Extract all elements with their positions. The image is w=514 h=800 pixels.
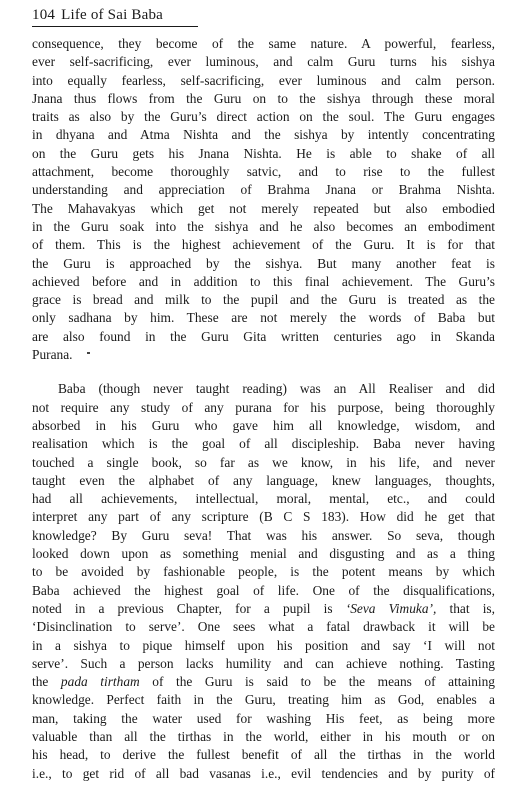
text-line: traits as also by the Guru’s direct action on the soul. The Guru engages	[32, 109, 495, 125]
text-line: not require any study of any purana for his purpose, being thoroughly	[32, 399, 495, 415]
text-line: absorbed in his Guru who gave him all knowledge, wisdom, and	[32, 417, 495, 433]
body-text	[32, 35, 495, 783]
text-line: the Guru is approached by the sishya. But many another feat is	[32, 255, 495, 271]
text-line: on the Guru gets his Jnana Nishta. He is able to shake of all	[32, 145, 495, 161]
text-line: understanding and appreciation of Brahma Jnana or Brahma Nishta.	[32, 182, 495, 198]
text-fragment: of the Guru is said to be the means of attaining	[139, 674, 495, 690]
paragraph-2	[32, 380, 495, 783]
text-line: in a sishya to pique himself upon his position and say ‘I will not	[32, 637, 495, 653]
text-line: Baba (though never taught reading) was an All Realiser and did	[58, 381, 495, 397]
italic-term-seva-vimuka: ‘Seva Vimuka’,	[345, 600, 437, 616]
text-line: knowledge? By Guru seva! That was his answer. So seva, though	[32, 527, 495, 543]
text-line: of them. This is the highest achievement of the Guru. It is for that	[32, 237, 495, 253]
text-line: to be avoided by fashionable people, is the potent means by which	[32, 564, 495, 580]
paragraph-1	[32, 35, 495, 364]
text-line: attachment, become thoroughly satvic, and to rise to the fullest	[32, 164, 495, 180]
text-line: Baba achieved the highest goal of life. One of the disqualifications,	[32, 582, 495, 598]
running-head	[32, 6, 198, 27]
text-line: touched a single book, so far as we know, in his life, and never	[32, 454, 495, 470]
text-line: taught even the alphabet of any language, knew languages, thoughts,	[32, 472, 495, 488]
text-fragment: Purana.	[32, 347, 73, 363]
text-line: into equally fearless, self-sacrificing, ever luminous and calm person.	[32, 72, 495, 88]
book-page	[32, 6, 495, 783]
text-line: are also found in the Guru Gita written centuries ago in Skanda	[32, 328, 495, 344]
text-line: i.e., to get rid of all bad vasanas i.e., evil tendencies and by purity of	[32, 765, 495, 781]
text-line: his head, to derive the fullest benefit of all the tirthas in the world	[32, 747, 495, 763]
text-line	[32, 673, 495, 691]
text-line: serve’. Such a person lacks humility and can achieve nothing. Tasting	[32, 655, 495, 671]
text-line: only sadhana by him. These are not merely the words of Baba but	[32, 310, 495, 326]
text-line: Jnana thus flows from the Guru on to the sishya through these moral	[32, 90, 495, 106]
text-fragment: that is,	[436, 600, 495, 616]
running-title: Life of Sai Baba	[61, 7, 164, 23]
italic-term-pada-tirtham: pada tirtham	[60, 674, 140, 690]
text-line: grace is bread and milk to the pupil and the Guru is treated as the	[32, 292, 495, 308]
text-line: looked down upon as something menial and disgusting and as a thing	[32, 546, 495, 562]
text-line: in dhyana and Atma Nishta and the sishya by intently concentrating	[32, 127, 495, 143]
text-line: interpret any part of any scripture (B C S 183). How did he get that	[32, 509, 495, 525]
text-line: valuable than all the tirthas in the world, either in his mouth or on	[32, 728, 495, 744]
text-line: knowledge. Perfect faith in the Guru, treating him as God, enables a	[32, 692, 495, 708]
text-line: realisation which is the goal of all discipleship. Baba never having	[32, 436, 495, 452]
text-fragment: the	[32, 674, 61, 690]
text-fragment: noted in a previous Chapter, for a pupil is	[32, 600, 346, 616]
text-line: man, taking the water used for washing His feet, as being more	[32, 710, 495, 726]
text-line: achieved before and in addition to this final achievement. The Guru’s	[32, 273, 495, 289]
text-line	[32, 346, 495, 364]
text-line: consequence, they become of the same nature. A powerful, fearless,	[32, 36, 495, 51]
stray-ink-mark	[87, 352, 90, 354]
text-line: The Mahavakyas which get not merely repeated but also embodied	[32, 200, 495, 216]
text-line: ever self-sacrificing, ever luminous, and calm Guru turns his sishya	[32, 54, 495, 70]
text-line: ‘Disinclination to serve’. One sees what a fatal drawback it will be	[32, 619, 495, 635]
text-line	[32, 600, 495, 618]
text-line: had all achievements, intellectual, moral, mental, etc., and could	[32, 491, 495, 507]
page-number: 104	[32, 7, 56, 23]
text-line: in the Guru soak into the sishya and he also becomes an embodiment	[32, 218, 495, 234]
